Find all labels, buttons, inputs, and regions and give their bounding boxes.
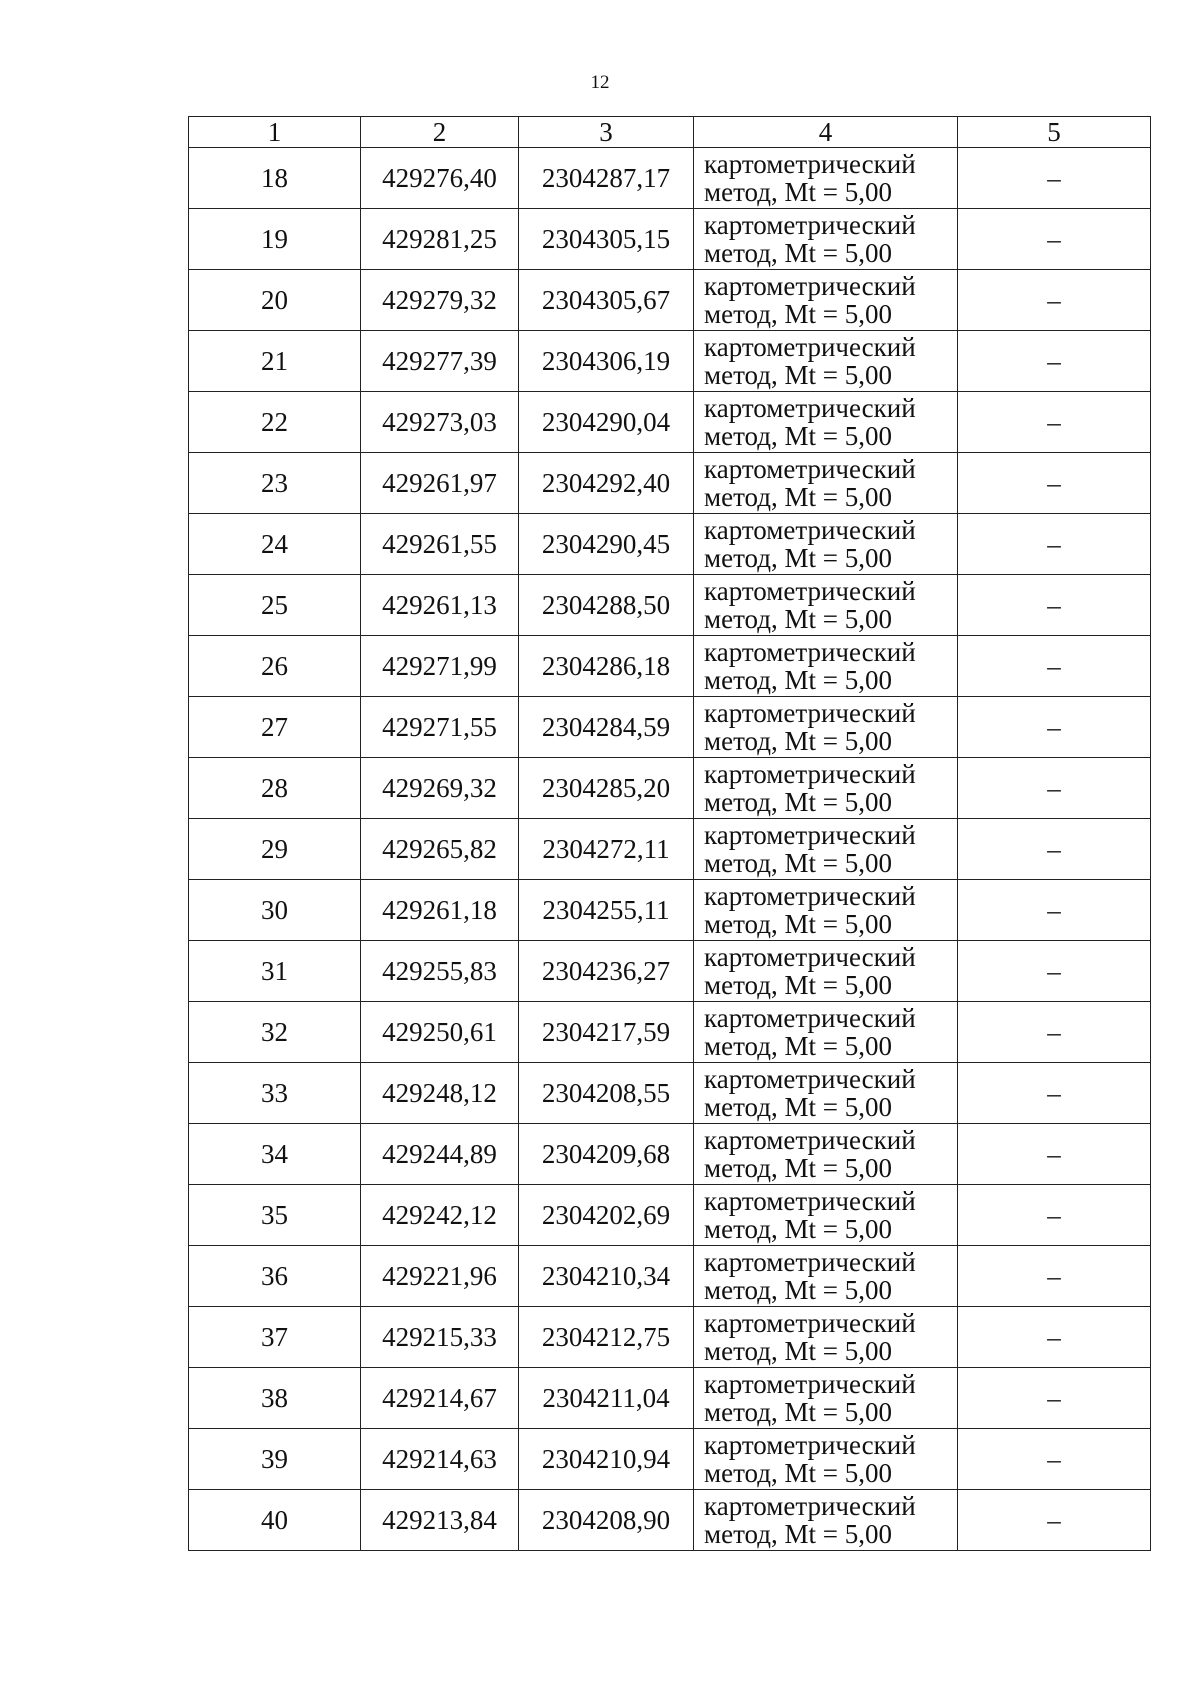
method-line-2: метод, Mt = 5,00 — [704, 665, 892, 695]
table-row — [189, 1490, 1151, 1551]
method-cell — [694, 1124, 958, 1185]
method-line-1: картометрический — [704, 637, 916, 667]
method-line-1: картометрический — [704, 576, 916, 606]
y-coordinate-cell: 2304208,90 — [519, 1490, 694, 1551]
table-row — [189, 1063, 1151, 1124]
method-cell — [694, 819, 958, 880]
x-coordinate-cell: 429250,61 — [361, 1002, 519, 1063]
note-cell: – — [958, 819, 1151, 880]
y-coordinate-cell: 2304287,17 — [519, 148, 694, 209]
point-number-cell: 26 — [189, 636, 361, 697]
note-cell: – — [958, 1063, 1151, 1124]
method-line-1: картометрический — [704, 454, 916, 484]
y-coordinate-cell: 2304305,15 — [519, 209, 694, 270]
y-coordinate-cell: 2304290,45 — [519, 514, 694, 575]
table-row — [189, 209, 1151, 270]
y-coordinate-cell: 2304288,50 — [519, 575, 694, 636]
method-line-1: картометрический — [704, 210, 916, 240]
method-line-1: картометрический — [704, 1308, 916, 1338]
point-number-cell: 19 — [189, 209, 361, 270]
method-cell — [694, 1185, 958, 1246]
note-cell: – — [958, 270, 1151, 331]
header-col-2: 2 — [361, 117, 519, 148]
x-coordinate-cell: 429261,13 — [361, 575, 519, 636]
header-col-1: 1 — [189, 117, 361, 148]
point-number-cell: 32 — [189, 1002, 361, 1063]
method-line-2: метод, Mt = 5,00 — [704, 1458, 892, 1488]
method-line-2: метод, Mt = 5,00 — [704, 1153, 892, 1183]
x-coordinate-cell: 429265,82 — [361, 819, 519, 880]
method-cell — [694, 209, 958, 270]
y-coordinate-cell: 2304306,19 — [519, 331, 694, 392]
table-row — [189, 392, 1151, 453]
y-coordinate-cell: 2304208,55 — [519, 1063, 694, 1124]
method-line-2: метод, Mt = 5,00 — [704, 360, 892, 390]
table-row — [189, 514, 1151, 575]
note-cell: – — [958, 880, 1151, 941]
table-header-row — [189, 117, 1151, 148]
table-row — [189, 819, 1151, 880]
method-cell — [694, 514, 958, 575]
point-number-cell: 31 — [189, 941, 361, 1002]
method-line-2: метод, Mt = 5,00 — [704, 604, 892, 634]
method-cell — [694, 1063, 958, 1124]
point-number-cell: 29 — [189, 819, 361, 880]
method-line-1: картометрический — [704, 820, 916, 850]
point-number-cell: 37 — [189, 1307, 361, 1368]
method-line-2: метод, Mt = 5,00 — [704, 421, 892, 451]
method-line-2: метод, Mt = 5,00 — [704, 970, 892, 1000]
point-number-cell: 34 — [189, 1124, 361, 1185]
method-cell — [694, 1002, 958, 1063]
x-coordinate-cell: 429255,83 — [361, 941, 519, 1002]
method-line-2: метод, Mt = 5,00 — [704, 1031, 892, 1061]
method-line-2: метод, Mt = 5,00 — [704, 1336, 892, 1366]
method-cell — [694, 270, 958, 331]
method-cell — [694, 453, 958, 514]
method-line-1: картометрический — [704, 1247, 916, 1277]
y-coordinate-cell: 2304210,34 — [519, 1246, 694, 1307]
point-number-cell: 22 — [189, 392, 361, 453]
x-coordinate-cell: 429271,55 — [361, 697, 519, 758]
method-line-1: картометрический — [704, 1430, 916, 1460]
note-cell: – — [958, 1246, 1151, 1307]
method-cell — [694, 880, 958, 941]
table-row — [189, 270, 1151, 331]
method-line-1: картометрический — [704, 271, 916, 301]
method-cell — [694, 697, 958, 758]
table-row — [189, 148, 1151, 209]
point-number-cell: 23 — [189, 453, 361, 514]
note-cell: – — [958, 941, 1151, 1002]
table-row — [189, 1185, 1151, 1246]
method-cell — [694, 941, 958, 1002]
method-cell — [694, 331, 958, 392]
note-cell: – — [958, 148, 1151, 209]
note-cell: – — [958, 331, 1151, 392]
table-row — [189, 1307, 1151, 1368]
point-number-cell: 30 — [189, 880, 361, 941]
point-number-cell: 27 — [189, 697, 361, 758]
table-row — [189, 941, 1151, 1002]
method-line-1: картометрический — [704, 332, 916, 362]
y-coordinate-cell: 2304285,20 — [519, 758, 694, 819]
x-coordinate-cell: 429273,03 — [361, 392, 519, 453]
note-cell: – — [958, 1490, 1151, 1551]
point-number-cell: 24 — [189, 514, 361, 575]
method-line-1: картометрический — [704, 515, 916, 545]
x-coordinate-cell: 429213,84 — [361, 1490, 519, 1551]
method-line-2: метод, Mt = 5,00 — [704, 1519, 892, 1549]
method-line-1: картометрический — [704, 393, 916, 423]
note-cell: – — [958, 1307, 1151, 1368]
method-line-2: метод, Mt = 5,00 — [704, 787, 892, 817]
table-row — [189, 1124, 1151, 1185]
header-col-5: 5 — [958, 117, 1151, 148]
method-line-2: метод, Mt = 5,00 — [704, 1214, 892, 1244]
table-row — [189, 331, 1151, 392]
x-coordinate-cell: 429261,55 — [361, 514, 519, 575]
x-coordinate-cell: 429221,96 — [361, 1246, 519, 1307]
table-row — [189, 1429, 1151, 1490]
note-cell: – — [958, 1429, 1151, 1490]
note-cell: – — [958, 1368, 1151, 1429]
method-line-1: картометрический — [704, 149, 916, 179]
method-line-2: метод, Mt = 5,00 — [704, 177, 892, 207]
note-cell: – — [958, 1002, 1151, 1063]
method-line-1: картометрический — [704, 942, 916, 972]
method-line-2: метод, Mt = 5,00 — [704, 299, 892, 329]
x-coordinate-cell: 429261,97 — [361, 453, 519, 514]
header-col-3: 3 — [519, 117, 694, 148]
point-number-cell: 21 — [189, 331, 361, 392]
y-coordinate-cell: 2304202,69 — [519, 1185, 694, 1246]
note-cell: – — [958, 1185, 1151, 1246]
table-row — [189, 758, 1151, 819]
point-number-cell: 18 — [189, 148, 361, 209]
y-coordinate-cell: 2304305,67 — [519, 270, 694, 331]
method-line-2: метод, Mt = 5,00 — [704, 1397, 892, 1427]
table-row — [189, 575, 1151, 636]
method-line-2: метод, Mt = 5,00 — [704, 543, 892, 573]
method-line-2: метод, Mt = 5,00 — [704, 909, 892, 939]
y-coordinate-cell: 2304286,18 — [519, 636, 694, 697]
y-coordinate-cell: 2304211,04 — [519, 1368, 694, 1429]
y-coordinate-cell: 2304217,59 — [519, 1002, 694, 1063]
method-cell — [694, 1246, 958, 1307]
point-number-cell: 40 — [189, 1490, 361, 1551]
table-row — [189, 453, 1151, 514]
method-line-1: картометрический — [704, 1125, 916, 1155]
method-line-1: картометрический — [704, 1003, 916, 1033]
table-row — [189, 880, 1151, 941]
y-coordinate-cell: 2304210,94 — [519, 1429, 694, 1490]
method-line-2: метод, Mt = 5,00 — [704, 1092, 892, 1122]
method-line-1: картометрический — [704, 881, 916, 911]
x-coordinate-cell: 429269,32 — [361, 758, 519, 819]
method-line-2: метод, Mt = 5,00 — [704, 238, 892, 268]
note-cell: – — [958, 453, 1151, 514]
method-cell — [694, 1307, 958, 1368]
method-cell — [694, 392, 958, 453]
note-cell: – — [958, 697, 1151, 758]
method-line-1: картометрический — [704, 1186, 916, 1216]
point-number-cell: 33 — [189, 1063, 361, 1124]
y-coordinate-cell: 2304272,11 — [519, 819, 694, 880]
x-coordinate-cell: 429271,99 — [361, 636, 519, 697]
point-number-cell: 28 — [189, 758, 361, 819]
x-coordinate-cell: 429279,32 — [361, 270, 519, 331]
method-line-1: картометрический — [704, 1369, 916, 1399]
point-number-cell: 20 — [189, 270, 361, 331]
point-number-cell: 39 — [189, 1429, 361, 1490]
method-cell — [694, 758, 958, 819]
note-cell: – — [958, 392, 1151, 453]
method-line-2: метод, Mt = 5,00 — [704, 726, 892, 756]
x-coordinate-cell: 429214,63 — [361, 1429, 519, 1490]
page-number: 12 — [590, 72, 610, 93]
method-line-1: картометрический — [704, 1064, 916, 1094]
y-coordinate-cell: 2304212,75 — [519, 1307, 694, 1368]
x-coordinate-cell: 429244,89 — [361, 1124, 519, 1185]
note-cell: – — [958, 636, 1151, 697]
point-number-cell: 25 — [189, 575, 361, 636]
method-cell — [694, 148, 958, 209]
y-coordinate-cell: 2304290,04 — [519, 392, 694, 453]
method-cell — [694, 1490, 958, 1551]
method-line-1: картометрический — [704, 698, 916, 728]
method-cell — [694, 575, 958, 636]
x-coordinate-cell: 429215,33 — [361, 1307, 519, 1368]
note-cell: – — [958, 758, 1151, 819]
method-line-1: картометрический — [704, 759, 916, 789]
note-cell: – — [958, 575, 1151, 636]
y-coordinate-cell: 2304236,27 — [519, 941, 694, 1002]
method-line-2: метод, Mt = 5,00 — [704, 1275, 892, 1305]
point-number-cell: 35 — [189, 1185, 361, 1246]
y-coordinate-cell: 2304284,59 — [519, 697, 694, 758]
x-coordinate-cell: 429248,12 — [361, 1063, 519, 1124]
note-cell: – — [958, 209, 1151, 270]
table-row — [189, 1002, 1151, 1063]
y-coordinate-cell: 2304255,11 — [519, 880, 694, 941]
x-coordinate-cell: 429276,40 — [361, 148, 519, 209]
header-col-4: 4 — [694, 117, 958, 148]
x-coordinate-cell: 429277,39 — [361, 331, 519, 392]
point-number-cell: 36 — [189, 1246, 361, 1307]
method-line-1: картометрический — [704, 1491, 916, 1521]
y-coordinate-cell: 2304292,40 — [519, 453, 694, 514]
table-row — [189, 697, 1151, 758]
table-row — [189, 1368, 1151, 1429]
x-coordinate-cell: 429242,12 — [361, 1185, 519, 1246]
note-cell: – — [958, 514, 1151, 575]
method-line-2: метод, Mt = 5,00 — [704, 482, 892, 512]
x-coordinate-cell: 429261,18 — [361, 880, 519, 941]
coordinates-table — [188, 116, 1151, 1551]
method-cell — [694, 1368, 958, 1429]
x-coordinate-cell: 429281,25 — [361, 209, 519, 270]
method-line-2: метод, Mt = 5,00 — [704, 848, 892, 878]
table-row — [189, 1246, 1151, 1307]
note-cell: – — [958, 1124, 1151, 1185]
method-cell — [694, 636, 958, 697]
x-coordinate-cell: 429214,67 — [361, 1368, 519, 1429]
table-row — [189, 636, 1151, 697]
point-number-cell: 38 — [189, 1368, 361, 1429]
method-cell — [694, 1429, 958, 1490]
y-coordinate-cell: 2304209,68 — [519, 1124, 694, 1185]
